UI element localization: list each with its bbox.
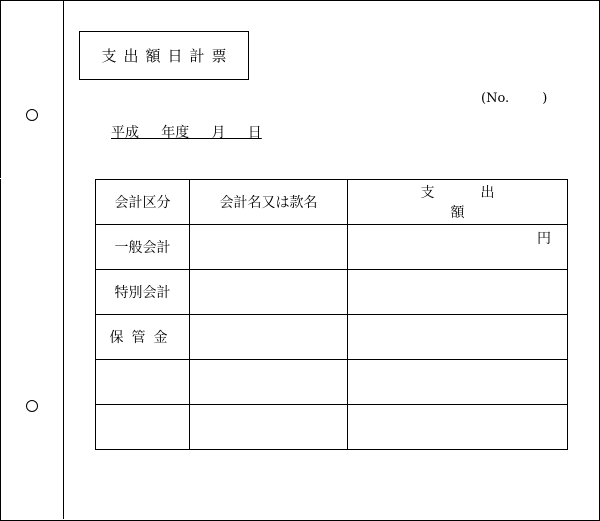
row-amount-cell[interactable] — [348, 225, 568, 270]
row-amount-cell[interactable] — [348, 405, 568, 450]
row-name-cell[interactable] — [190, 315, 348, 360]
row-category: 保管金 — [96, 315, 190, 360]
row-category: 一般会計 — [96, 225, 190, 270]
punch-hole-bottom — [26, 400, 38, 412]
header-account-name: 会計名又は款名 — [190, 180, 348, 225]
row-name-cell[interactable] — [190, 225, 348, 270]
expenditure-table — [95, 179, 568, 450]
row-category-cell[interactable] — [96, 405, 190, 450]
table-row — [96, 315, 568, 360]
table-row — [96, 360, 568, 405]
margin-fold-mark — [0, 178, 63, 179]
binding-margin-line — [63, 0, 64, 519]
header-category: 会計区分 — [96, 180, 190, 225]
form-title: 支出額日計票 — [79, 31, 249, 80]
row-name-cell[interactable] — [190, 405, 348, 450]
table-row — [96, 225, 568, 270]
row-amount-cell[interactable] — [348, 315, 568, 360]
header-amount: 支出額 — [348, 180, 568, 225]
table-header-row — [96, 180, 568, 225]
row-category: 特別会計 — [96, 270, 190, 315]
yen-unit: 円 — [537, 231, 551, 247]
row-name-cell[interactable] — [190, 360, 348, 405]
date-line: 平成 年度 月 日 — [111, 125, 262, 141]
row-category-cell[interactable] — [96, 360, 190, 405]
row-amount-cell[interactable] — [348, 360, 568, 405]
row-name-cell[interactable] — [190, 270, 348, 315]
table-row — [96, 270, 568, 315]
table-row — [96, 405, 568, 450]
document-number: (No. ) — [481, 91, 548, 106]
row-amount-cell[interactable] — [348, 270, 568, 315]
punch-hole-top — [26, 109, 38, 121]
